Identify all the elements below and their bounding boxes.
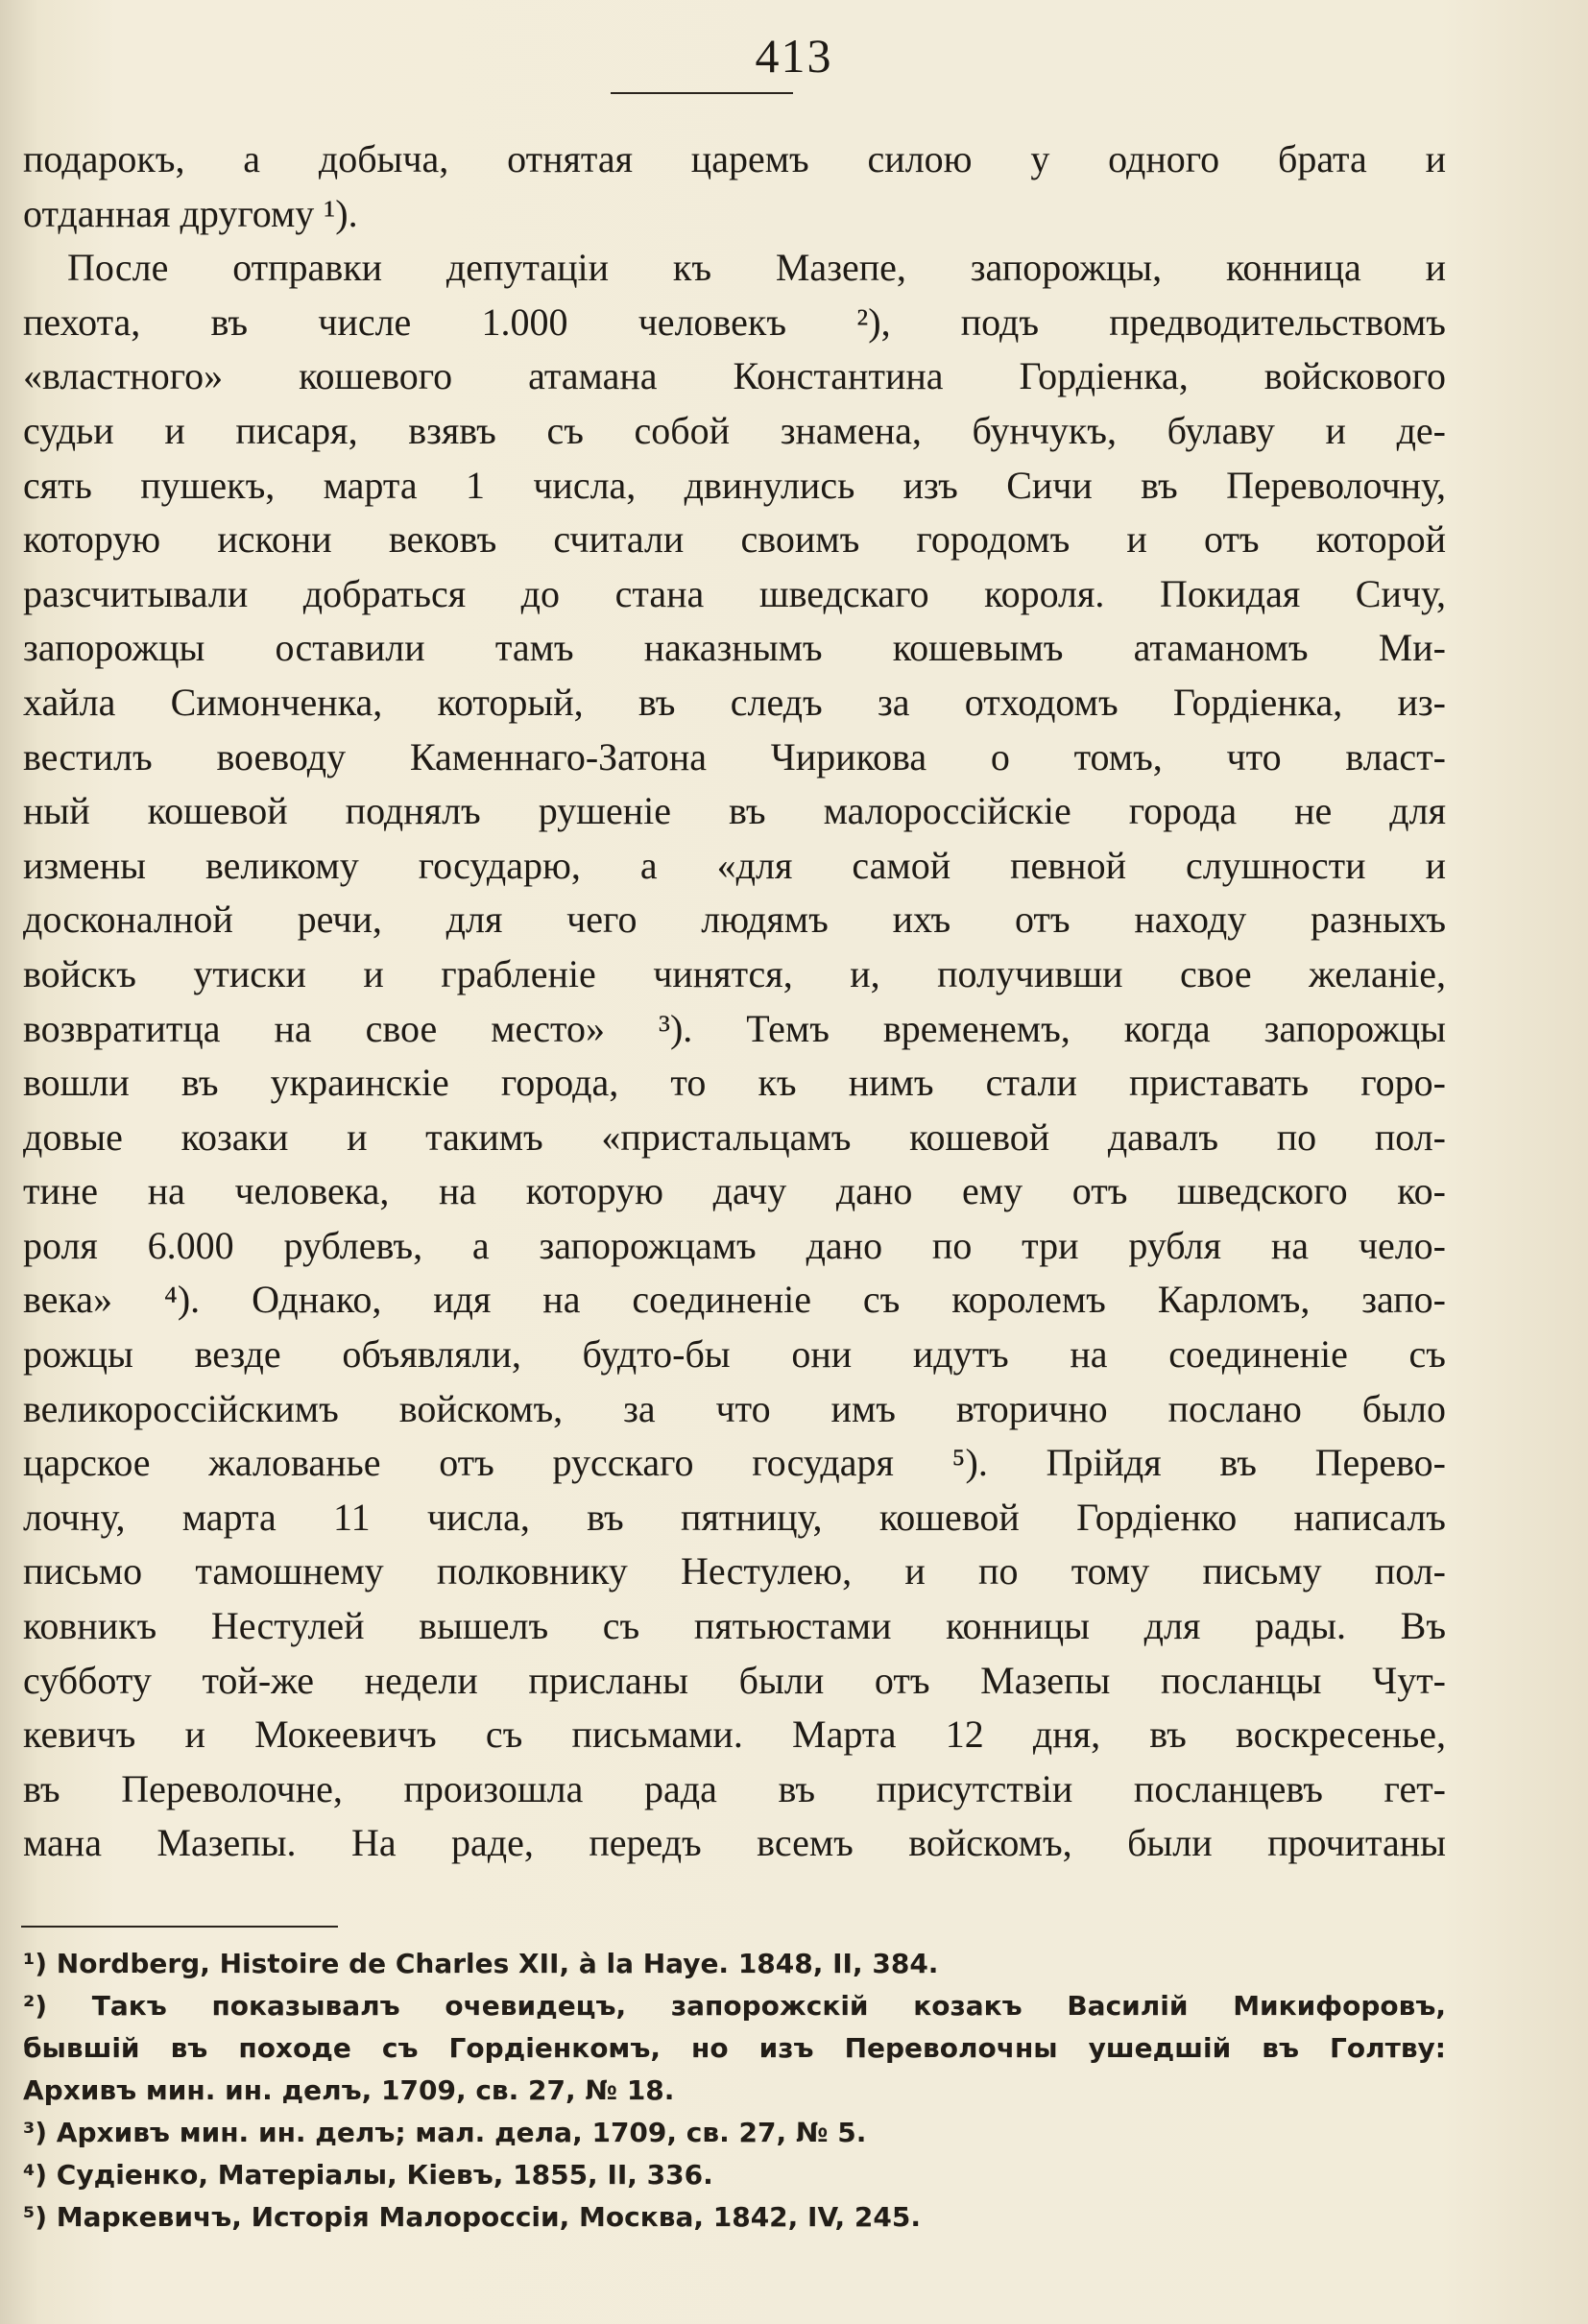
text-line: войскъ утиски и грабленіе чинятся, и, получивши свое желаніе, [23, 951, 1446, 995]
text-line: ный кошевой поднялъ рушеніе въ малороссійскіе города не для [23, 789, 1446, 833]
text-line: После отправки депутаціи къ Мазепе, запорожцы, конница и [67, 246, 1446, 290]
text-line: довые козаки и такимъ «пристальцамъ кошевой давалъ по пол- [23, 1114, 1446, 1159]
text-line: лочну, марта 11 числа, въ пятницу, кошевой Гордіенко написалъ [23, 1495, 1446, 1539]
text-line: мана Мазепы. На раде, передъ всемъ войскомъ, были прочитаны [23, 1821, 1446, 1865]
footnote-5: ⁵) Маркевичъ, Исторія Малороссіи, Москва, 1842, IV, 245. [23, 2201, 921, 2233]
text-line: отданная другому ¹). [23, 191, 358, 235]
text-line: въ Переволочне, произошла рада въ присутствіи посланцевъ гет- [23, 1766, 1446, 1810]
text-line: пехота, въ числе 1.000 человекъ ²), подъ предводительствомъ [23, 299, 1446, 344]
text-line: сять пушекъ, марта 1 числа, двинулись изъ Сичи въ Переволочну, [23, 463, 1446, 507]
text-line: кевичъ и Мокеевичъ съ письмами. Марта 12 дня, въ воскресенье, [23, 1713, 1446, 1757]
page-number: 413 [755, 29, 833, 83]
body-text [23, 132, 1446, 1871]
text-line: хайла Симонченка, который, въ следъ за отходомъ Гордіенка, из- [23, 680, 1446, 724]
text-line: подарокъ, а добыча, отнятая царемъ силою у одного брата и [23, 137, 1446, 180]
text-line: досконалной речи, для чего людямъ ихъ отъ находу разныхъ [23, 898, 1446, 942]
footnote-2-continued: Архивъ мин. ин. делъ, 1709, св. 27, № 18. [23, 2074, 675, 2106]
text-line: измены великому государю, а «для самой певной слушности и [23, 843, 1446, 887]
text-line: роля 6.000 рублевъ, а запорожцамъ дано по три рубля на чело- [23, 1223, 1446, 1267]
text-line: «властного» кошевого атамана Константина Гордіенка, войскового [23, 354, 1446, 398]
text-line: великороссійскимъ войскомъ, за что имъ вторично послано было [23, 1386, 1446, 1430]
text-line: письмо тамошнему полковнику Нестулею, и по тому письму пол- [23, 1549, 1446, 1593]
footnote-rule [21, 1926, 338, 1928]
text-line: ковникъ Нестулей вышелъ съ пятьюстами конницы для рады. Въ [23, 1604, 1446, 1648]
footnote-4: ⁴) Судіенко, Матеріалы, Кіевъ, 1855, II, 336. [23, 2159, 713, 2191]
text-line: разсчитывали добраться до стана шведскаго короля. Покидая Сичу, [23, 571, 1446, 615]
text-line: вошли въ украинскіе города, то къ нимъ стали приставать горо- [23, 1061, 1446, 1105]
footnote-3: ³) Архивъ мин. ин. делъ; мал. дела, 1709, св. 27, № 5. [23, 2117, 867, 2148]
text-line: тине на человека, на которую дачу дано ему отъ шведского ко- [23, 1169, 1446, 1213]
page-number-rule [611, 92, 793, 94]
text-line: вестилъ воеводу Каменнаго-Затона Чирикова о томъ, что власт- [23, 734, 1446, 779]
text-line: судьи и писаря, взявъ съ собой знамена, бунчукъ, булаву и де- [23, 408, 1446, 452]
footnotes [23, 1943, 1446, 2239]
text-line: которую искони вековъ считали своимъ городомъ и отъ которой [23, 517, 1446, 562]
text-line: рожцы везде объявляли, будто-бы они идутъ на соединеніе съ [23, 1332, 1446, 1377]
footnote-2: ²) Такъ показывалъ очевидецъ, запорожскій козакъ Василій Микифоровъ, [23, 1990, 1446, 2022]
text-line: субботу той-же недели присланы были отъ Мазепы посланцы Чут- [23, 1658, 1446, 1702]
footnote-1: ¹) Nordberg, Histoire de Charles XII, à la Haye. 1848, II, 384. [23, 1948, 939, 1979]
text-line: запорожцы оставили тамъ наказнымъ кошевымъ атаманомъ Ми- [23, 626, 1446, 670]
text-line: века» ⁴). Однако, идя на соединеніе съ королемъ Карломъ, запо- [23, 1278, 1446, 1322]
text-line: царское жалованье отъ русскаго государя ⁵). Прійдя въ Перево- [23, 1441, 1446, 1485]
footnote-2-continued: бывшій въ походе съ Гордіенкомъ, но изъ Переволочны ушедшій въ Голтву: [23, 2032, 1446, 2064]
text-line: возвратитца на свое место» ³). Темъ временемъ, когда запорожцы [23, 1006, 1446, 1050]
